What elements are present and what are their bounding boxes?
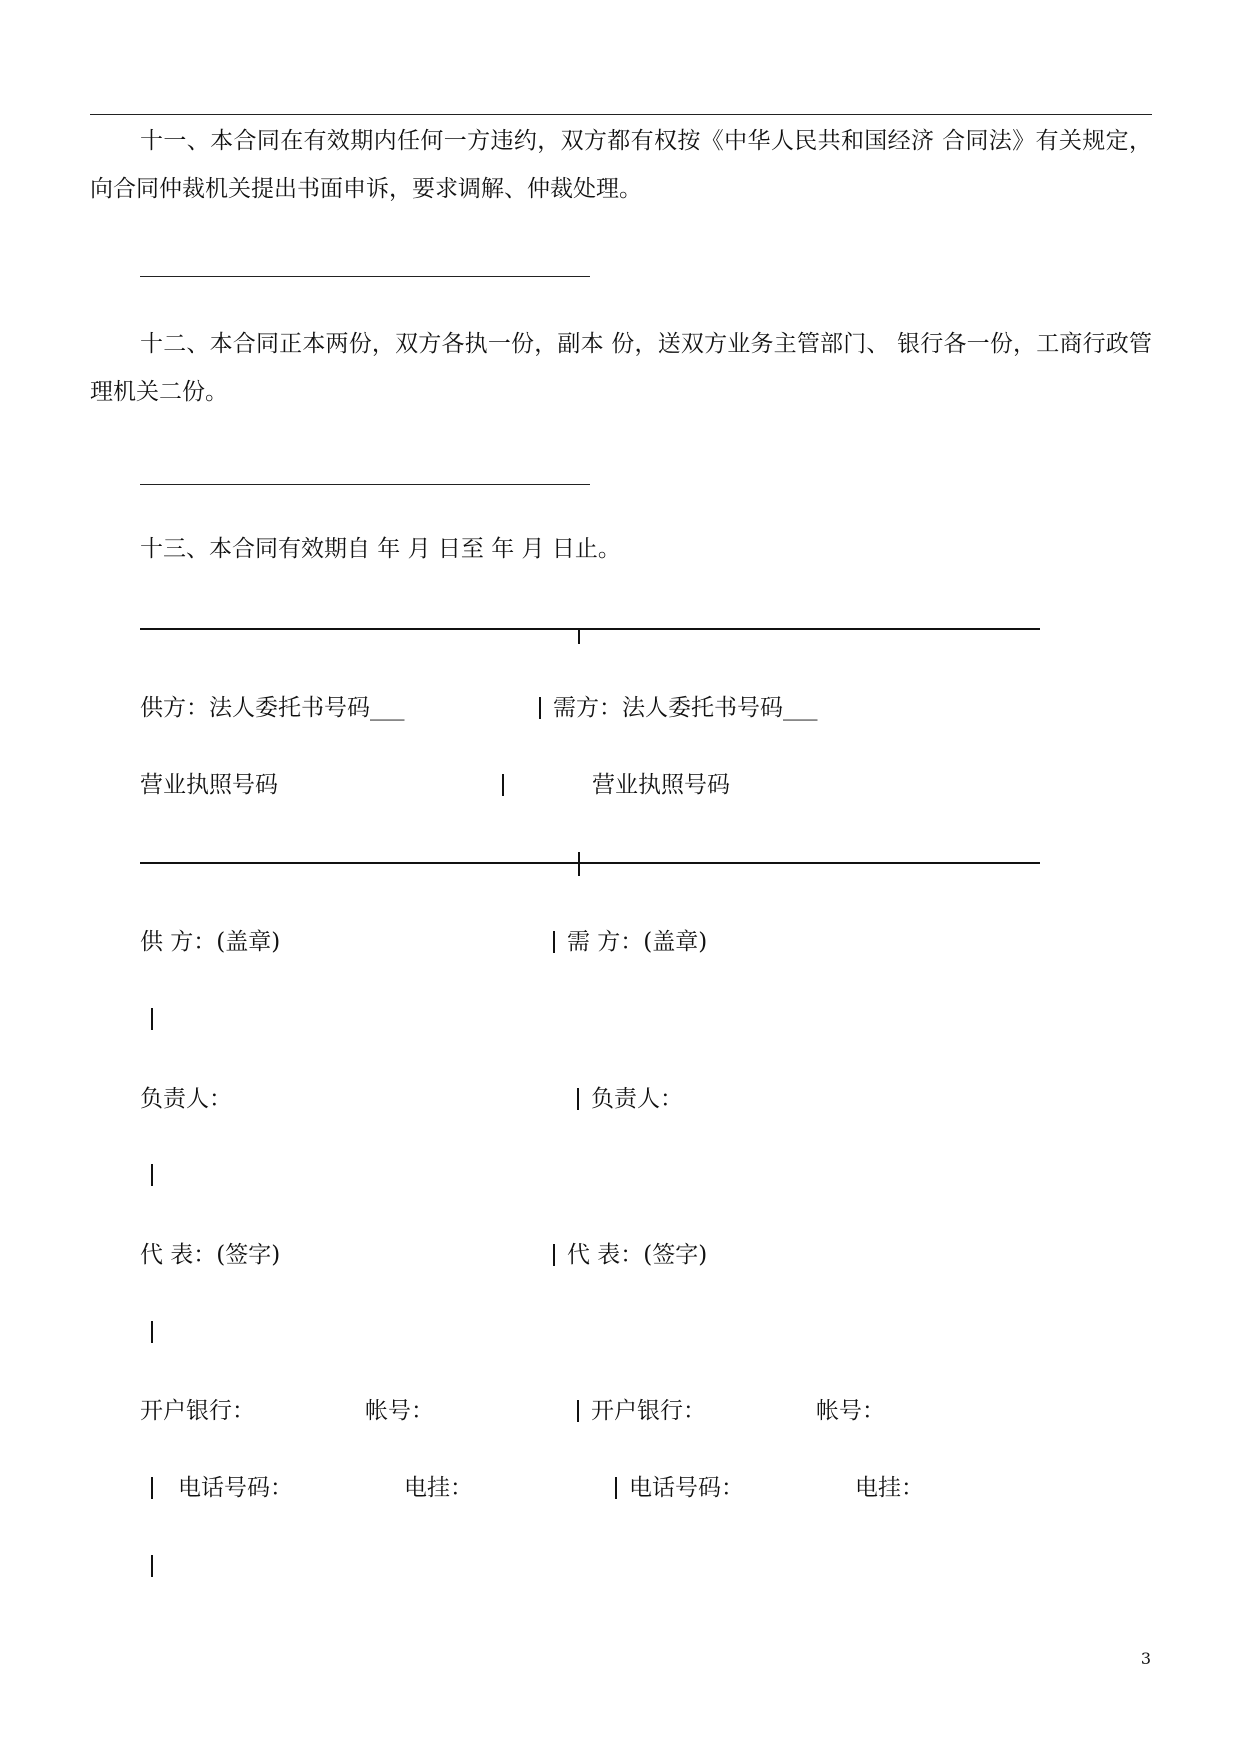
supplier-phone-label: 电话号码： [178,1475,293,1501]
buyer-seal-label: 需 方：(盖章) [567,929,708,955]
buyer-phone-label: 电话号码： [629,1475,744,1501]
buyer-license-label: 营业执照号码 [592,772,730,798]
column-divider [553,1244,555,1266]
buyer-bank-label: 开户银行： [591,1398,706,1424]
column-divider [151,1008,153,1030]
column-divider [151,1321,153,1343]
column-divider [577,1088,579,1110]
buyer-head-label: 负责人： [591,1086,683,1112]
table-divider-tick [578,852,580,876]
supplier-cable-label: 电挂： [404,1475,473,1501]
separator-line [140,484,590,485]
column-divider [151,1555,153,1577]
table-divider-tick [578,628,580,644]
table-rule-top [140,628,1040,630]
column-divider [615,1477,617,1499]
supplier-head-label: 负责人： [140,1086,232,1112]
table-rule-middle [140,862,1040,864]
buyer-representative-label: 代 表：(签字) [567,1242,708,1268]
supplier-authorization-label: 供方：法人委托书号码___ [140,695,405,721]
column-divider [151,1164,153,1186]
supplier-seal-label: 供 方：(盖章) [140,929,281,955]
header-rule [90,114,1152,115]
supplier-representative-label: 代 表：(签字) [140,1242,281,1268]
buyer-cable-label: 电挂： [855,1475,924,1501]
buyer-authorization-label: 需方：法人委托书号码___ [553,695,818,721]
column-divider [577,1400,579,1422]
page-number: 3 [1140,1649,1151,1668]
supplier-bank-label: 开户银行： [140,1398,255,1424]
clause-11: 十一、本合同在有效期内任何一方违约，双方都有权按《中华人民共和国经济 合同法》有关规定，向合同仲裁机关提出书面申诉，要求调解、仲裁处理。 [90,128,1152,202]
column-divider [502,774,504,796]
column-divider [553,931,555,953]
clause-12: 十二、本合同正本两份，双方各执一份，副本 份，送双方业务主管部门、 银行各一份，工商行政管理机关二份。 [90,331,1152,405]
separator-line [140,276,590,277]
supplier-license-label: 营业执照号码 [140,772,278,798]
buyer-account-label: 帐号： [816,1398,885,1424]
clause-13: 十三、本合同有效期自 年 月 日至 年 月 日止。 [140,536,621,562]
column-divider [151,1477,153,1499]
column-divider [539,697,541,719]
supplier-account-label: 帐号： [365,1398,434,1424]
